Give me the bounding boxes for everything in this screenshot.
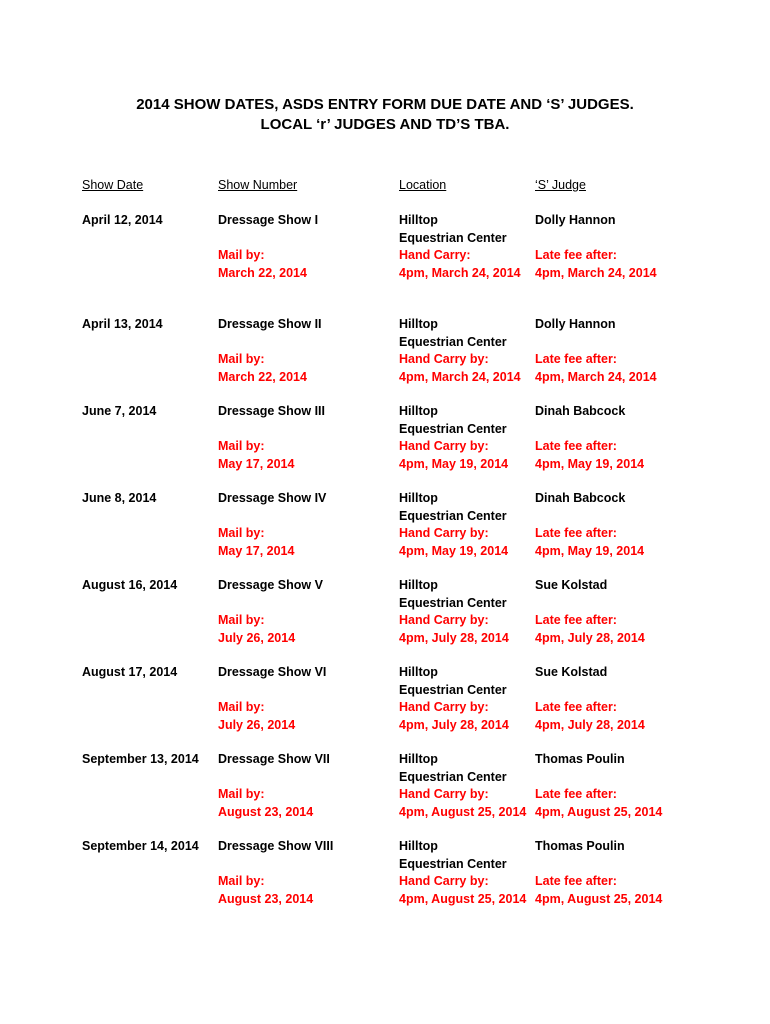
late-fee-date: 4pm, May 19, 2014 <box>535 543 645 558</box>
location-venue: Equestrian Center <box>399 230 507 245</box>
hand-carry-label: Hand Carry by: <box>399 352 489 366</box>
late-fee-date: 4pm, May 19, 2014 <box>535 456 645 471</box>
hand-carry-date: 4pm, May 19, 2014 <box>399 456 509 471</box>
show-date: April 12, 2014 <box>82 213 163 227</box>
mail-by-label: Mail by: <box>218 248 265 262</box>
show-number: Dressage Show I <box>218 213 319 227</box>
title-line-1: 2014 SHOW DATES, ASDS ENTRY FORM DUE DATE AND ‘S’ JUDGES. <box>136 96 634 113</box>
show-number: Dressage Show V <box>218 578 323 592</box>
s-judge-name: Sue Kolstad <box>535 578 608 592</box>
hand-carry-label: Hand Carry by: <box>399 526 489 540</box>
hand-carry-date: 4pm, March 24, 2014 <box>399 369 521 384</box>
hand-carry-label: Hand Carry by: <box>399 700 489 714</box>
location-venue: Equestrian Center <box>399 421 507 436</box>
late-fee-date: 4pm, August 25, 2014 <box>535 891 663 906</box>
show-date: August 16, 2014 <box>82 578 178 592</box>
show-number: Dressage Show VI <box>218 665 327 679</box>
late-fee-label: Late fee after: <box>535 787 617 801</box>
show-date: September 14, 2014 <box>82 839 199 853</box>
hand-carry-date: 4pm, July 28, 2014 <box>399 630 509 645</box>
mail-by-label: Mail by: <box>218 874 265 888</box>
s-judge-name: Dolly Hannon <box>535 213 616 227</box>
location-name: Hilltop <box>399 752 438 766</box>
late-fee-label: Late fee after: <box>535 700 617 714</box>
s-judge-name: Dinah Babcock <box>535 491 626 505</box>
hand-carry-label: Hand Carry by: <box>399 874 489 888</box>
location-name: Hilltop <box>399 578 438 592</box>
location-venue: Equestrian Center <box>399 595 507 610</box>
title-line-2: LOCAL ‘r’ JUDGES AND TD’S TBA. <box>260 116 510 133</box>
header-location: Location <box>399 178 447 192</box>
hand-carry-date: 4pm, August 25, 2014 <box>399 891 527 906</box>
show-number: Dressage Show IV <box>218 491 327 505</box>
s-judge-name: Dinah Babcock <box>535 404 626 418</box>
late-fee-label: Late fee after: <box>535 874 617 888</box>
late-fee-date: 4pm, August 25, 2014 <box>535 804 663 819</box>
location-name: Hilltop <box>399 839 438 853</box>
late-fee-date: 4pm, March 24, 2014 <box>535 369 657 384</box>
late-fee-date: 4pm, March 24, 2014 <box>535 265 657 280</box>
hand-carry-date: 4pm, March 24, 2014 <box>399 265 521 280</box>
mail-by-date: March 22, 2014 <box>218 369 307 384</box>
location-venue: Equestrian Center <box>399 334 507 349</box>
show-date: September 13, 2014 <box>82 752 199 766</box>
late-fee-label: Late fee after: <box>535 613 617 627</box>
hand-carry-date: 4pm, July 28, 2014 <box>399 717 509 732</box>
location-name: Hilltop <box>399 491 438 505</box>
late-fee-label: Late fee after: <box>535 248 617 262</box>
hand-carry-date: 4pm, May 19, 2014 <box>399 543 509 558</box>
show-number: Dressage Show VII <box>218 752 330 766</box>
show-date: August 17, 2014 <box>82 665 178 679</box>
mail-by-date: May 17, 2014 <box>218 543 295 558</box>
s-judge-name: Dolly Hannon <box>535 317 616 331</box>
late-fee-label: Late fee after: <box>535 439 617 453</box>
header-show-date: Show Date <box>82 178 144 192</box>
location-venue: Equestrian Center <box>399 508 507 523</box>
location-venue: Equestrian Center <box>399 769 507 784</box>
show-date: June 8, 2014 <box>82 491 157 505</box>
hand-carry-label: Hand Carry by: <box>399 613 489 627</box>
header-s-judge: ‘S’ Judge <box>535 178 586 192</box>
late-fee-label: Late fee after: <box>535 526 617 540</box>
show-date: April 13, 2014 <box>82 317 163 331</box>
location-name: Hilltop <box>399 317 438 331</box>
mail-by-label: Mail by: <box>218 613 265 627</box>
hand-carry-label: Hand Carry: <box>399 248 471 262</box>
location-name: Hilltop <box>399 213 438 227</box>
mail-by-label: Mail by: <box>218 352 265 366</box>
location-name: Hilltop <box>399 404 438 418</box>
mail-by-label: Mail by: <box>218 787 265 801</box>
document-title <box>0 95 770 135</box>
mail-by-label: Mail by: <box>218 439 265 453</box>
late-fee-label: Late fee after: <box>535 352 617 366</box>
show-number: Dressage Show III <box>218 404 325 418</box>
show-number: Dressage Show VIII <box>218 839 334 853</box>
s-judge-name: Sue Kolstad <box>535 665 608 679</box>
mail-by-date: July 26, 2014 <box>218 630 296 645</box>
mail-by-date: August 23, 2014 <box>218 891 314 906</box>
location-venue: Equestrian Center <box>399 682 507 697</box>
mail-by-date: May 17, 2014 <box>218 456 295 471</box>
header-show-number: Show Number <box>218 178 298 192</box>
show-number: Dressage Show II <box>218 317 322 331</box>
hand-carry-label: Hand Carry by: <box>399 787 489 801</box>
mail-by-label: Mail by: <box>218 526 265 540</box>
location-venue: Equestrian Center <box>399 856 507 871</box>
s-judge-name: Thomas Poulin <box>535 839 625 853</box>
mail-by-date: March 22, 2014 <box>218 265 307 280</box>
late-fee-date: 4pm, July 28, 2014 <box>535 630 645 645</box>
late-fee-date: 4pm, July 28, 2014 <box>535 717 645 732</box>
hand-carry-date: 4pm, August 25, 2014 <box>399 804 527 819</box>
s-judge-name: Thomas Poulin <box>535 752 625 766</box>
mail-by-date: July 26, 2014 <box>218 717 296 732</box>
show-date: June 7, 2014 <box>82 404 157 418</box>
hand-carry-label: Hand Carry by: <box>399 439 489 453</box>
mail-by-label: Mail by: <box>218 700 265 714</box>
mail-by-date: August 23, 2014 <box>218 804 314 819</box>
location-name: Hilltop <box>399 665 438 679</box>
